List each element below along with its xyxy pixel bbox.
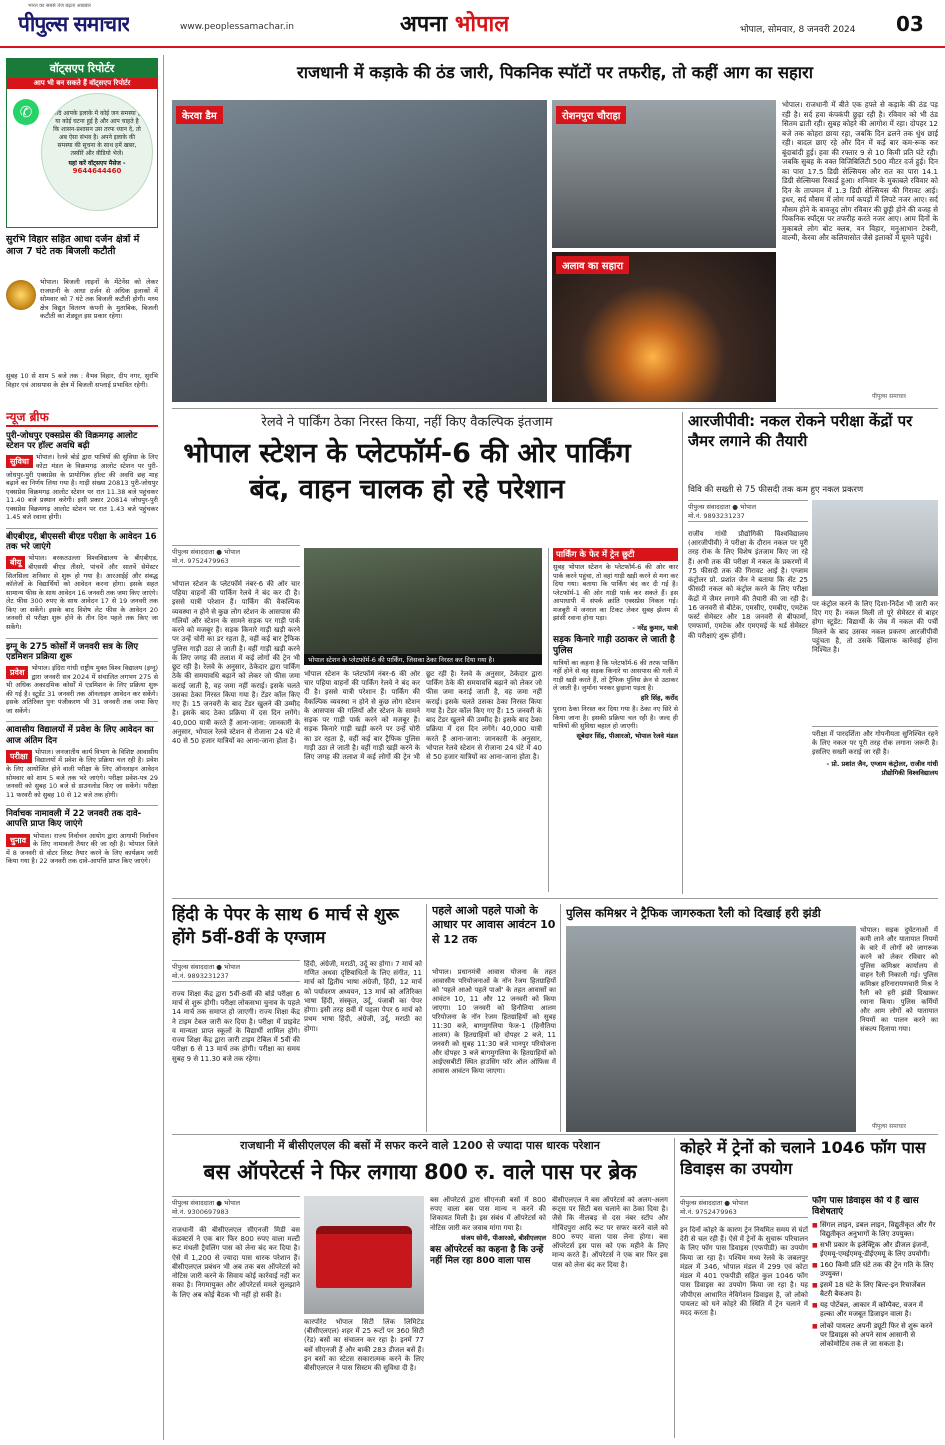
station-side-body2: यात्रियों का कहना है कि प्लेटफॉर्म-6 की तरफ पार्किंग नहीं होने से वह सड़क किनारे या आसपास की गली में गाड़ी खड़ी करते हैं, तो ट्रैफिक पुलिस क्रेन से उठाकर ले जाती है। जुर्माना भरकर छुड़ाना पड़ता है। [553,658,678,693]
hindi-byline [172,960,300,982]
section-prefix: अपना [400,12,448,37]
cold-photo-bonfire[interactable] [552,252,776,402]
hindi-byline-text: पीपुल्स संवाददाता ● भोपाल [172,963,241,971]
fog-feature-item: ■ इसमें 18 घंटे के लिए बिल्ट-इन रिचार्जेबल बैटरी बैकअप है। [812,1281,938,1299]
logo[interactable]: पीपुल्स समाचार [18,12,130,36]
bus-byline [172,1196,300,1218]
bus-side-body2: बस ऑपरेटर्स द्वारा सीएनजी बसों में 800 रुपए वाला बस पास मान्य न करने की शिकायत मिली है। इस संबंध में ऑपरेटर्स को नोटिस जारी कर जवाब मांगा गया है। [430,1196,546,1232]
rally-body: भोपाल। सड़क दुर्घटनाओं में कमी लाने और यातायात नियमों के बारे में लोगों को जागरूक करने को लेकर रविवार को पुलिस कमिश्नर कार्यालय से वाहन रैली निकाली गई। पुलिस कमिश्नर हरिनारायणचारी मिश्र ने रैली को हरी झंडी दिखाकर रवाना किया। पुलिस कर्मियों और आम लोगों को यातायात नियमों का पालन करने का संकल्प दिलाया गया। [860,926,938,1033]
station-body-cont: भोपाल स्टेशन के प्लेटफॉर्म नंबर-6 की ओर चार पहिया वाहनों की पार्किंग रेलवे ने बंद कर दी है। इससे यात्री परेशान हैं। पार्किंग की वैकल्पिक व्यवस्था न होने से कुछ लोग स्टेशन के आसपास की गलियों और स्टेशन के सामने सड़क पर गाड़ी पार्क करने को मजबूर हैं। सड़क किनारे गाड़ी खड़ी करने पर उन्हें चोरी का डर रहता है, वहीं कई बार ट्रैफिक पुलिस गाड़ी उठा ले जाती है। वहीं गाड़ी खड़ी करने के लिए जगह की तलाश में कई लोगों की ट्रेन भी छूट रही है। रेलवे के अनुसार, ठेकेदार द्वारा पार्किंग ठेके की समयावधि बढ़ाने को लेकर जो फीस जमा कराई जाती है, वह जमा नहीं कराई। इसके चलते उसका ठेका निरस्त किया गया है। टेंडर कॉल किए गए हैं। 15 जनवरी के बाद टेंडर खुलने की उम्मीद है। इसके बाद ठेका प्रक्रिया में दस दिन लगेंगे। 40,000 यात्री करते हैं आना-जाना: जानकारी के अनुसार, भोपाल रेलवे स्टेशन से रोजाना 24 घंटे में 40 से 50 हजार यात्रियों का आना-जाना होता है। [304,670,542,762]
fog-byline [680,1196,808,1218]
bus-photo[interactable] [304,1196,424,1314]
station-side-title: पार्किंग के फेर में ट्रेन छूटी [553,548,678,561]
rgpv-byline-text: पीपुल्स संवाददाता ● भोपाल [688,503,757,511]
brief-headline: निर्वाचक नामावली में 22 जनवरी तक दावे-आपत्ति प्राप्त किए जाएंगे [6,809,142,830]
bus-side-sig: संजय सोनी, पीआरओ, बीसीएलएल [461,1233,546,1242]
fog-features-list [812,1221,938,1349]
tag-roshanpura: रोशनपुरा चौराहा [556,106,626,124]
logo-tagline: भारत का सबसे तेज बढ़ता अखबार [28,3,91,9]
brief-headline: बीएबीएड, बीएससी बीएड परीक्षा के आवेदन 16 तक भरे जाएंगे [6,532,157,553]
bus-kicker: राजधानी में बीसीएलएल की बसों में सफर करने वाले 1200 से ज्यादा पास धारक परेशान [240,1139,600,1152]
rgpv-photo[interactable] [812,500,938,596]
brief-body: भोपाल। इंदिरा गांधी राष्ट्रीय मुक्त विश्व विद्यालय (इग्नू) द्वारा जनवरी सत्र 2024 में संचालित लगभग 275 से भी अधिक अकादमिक कोर्सों में एडमिशन के लिए प्रक्रिया शुरू की गई है। स्टूडेंट 31 जनवरी तक ऑनलाइन आवेदन कर सकेंगे। इसके अतिरिक्त पुनः पंजीकरण भी 31 जनवरी तक जमा किए जा सकेंगे। [6,663,158,715]
bus-body: राजधानी की बीसीएलएल सीएनजी मिडी बस कंडक्टर्स ने एक बार फिर 800 रुपए वाला मल्टी रूट मंथली ट्रैवलिंग पास को लेना बंद कर दिया है। ऐसे में 1,200 से ज्यादा पास धारक परेशान हैं। बीसीएलएल प्रबंधन भी अब तक बस ऑपरेटर्स को नोटिस जारी करने के सिवाय कोई कार्रवाई नहीं कर सका है। निगमायुक्त और ऑपरेटर्स ममले सुलझाने के लिए अब कोई बैठक भी नहीं हो सकी है। [172,1226,300,1299]
station-byline [172,545,300,567]
news-brief [6,408,158,1438]
fog-feature-item: ■ लोको पायलट अपनी ड्यूटी फिर से शुरू करने पर डिवाइस को अपने साथ आसानी से लोकोमोटिव तक ले जा सकता है। [812,1322,938,1349]
bulb-icon [6,280,36,310]
fog-features [812,1196,938,1438]
fog-byline-text: पीपुल्स संवाददाता ● भोपाल [680,1199,749,1207]
fog-feature-item: ■ 160 किमी प्रति घंटे तक की ट्रेन गति के लिए उपयुक्त। [812,1261,938,1279]
rgpv-byline [688,500,808,522]
brief-item [6,638,158,716]
bus-headline: बस ऑपरेटर्स ने फिर लगाया 800 रु. वाले पास पर ब्रेक [203,1160,637,1184]
power-cut-schedule: सुबह 10 से शाम 5 बजे तक : वैभव विहार, दीप नगर, सुरभि विहार एवं आसपास के क्षेत्र में बिजली सप्लाई प्रभावित रहेगी। [6,372,158,389]
whatsapp-phone[interactable]: 9644644460 [72,167,122,176]
fog-feature-item: ■ सभी प्रकार के इलेक्ट्रिक और डीजल इंजनों, ईएमयू-एमईएमयू-डीईएमयू के लिए उपयोगी। [812,1241,938,1259]
masthead [0,0,945,48]
brief-headline: इग्नू के 275 कोर्सों में जनवरी सत्र के लिए एडमिशन प्रक्रिया शुरू [6,641,139,662]
rgpv-quote-sig: - प्रो. प्रशांत जैन, एग्जाम कंट्रोलर, राजीव गांधी प्रौद्योगिकी विश्वविद्यालय [826,759,938,777]
station-side-body: सुबह भोपाल स्टेशन के प्लेटफॉर्म-6 की ओर कार पार्क करने पहुंचा, तो वहां गाड़ी खड़ी करने से मना कर दिया गया। बताया कि पार्किंग बंद कर दी गई है। प्लेटफॉर्म-1 की ओर गाड़ी पार्क कर सकते हैं। इस आपाधापी में संपर्क क्रांति एक्सप्रेस निकल गई। मजबूरी में जनरल का टिकट लेकर सुबह झेलम से झांसी रवाना होना पड़ा। [553,563,678,623]
station-phone: मो.नं. 9752479963 [172,557,229,565]
site-url[interactable]: www.peoplessamachar.in [180,22,294,32]
cold-body: भोपाल। राजधानी में बीते एक हफ्ते से कड़ाके की ठंड पड़ रही है। सर्द हवा कंपकंपी छुड़ा रही है। रविवार को भी ठंड सितम ढाती रही। सुबह कोहरे की आगोश में रहा। दोपहर 12 बजे तक कोहरा छाया रहा, जबकि दिन ढलने तक धुंध छाई रही। बादल छाए रहे और दिन में कई बार कम-रूक कर बूंदाबांदी हुई। हवा की रफ्तार 9 से 10 किमी प्रति घंटे रही। जबकि सुबह के वक्त विजिबिलिटी 500 मीटर दर्ज हुई। दिन का पारा 17.5 डिग्री सेल्सियस और रात का पारा 14.1 डिग्री सेल्सियस रिकार्ड हुआ। शनिवार के मुकाबले रविवार को दिन के तापमान में 1.3 डिग्री सेल्सियस की गिरावट आई। इधर, सर्द मौसम में लोग गर्म कपड़ों में लिपटे नजर आए। सर्द मौसम होने के बावजूद लोग रविवार की छुट्टी होने की वजह से पिकनिक स्पॉट्स पर तफरीह करते नजर आए। आम दिनों के मुकाबले लोग बोट क्लब, वन विहार, मनुआभान टेकरी, वाल्मी, केरवा और कलियासोत जैसे इलाकों में घूमने पहुंचे। [782,100,938,242]
station-side-sig2: हरि सिंह, करोंद [640,693,678,702]
bus-shape [316,1226,412,1288]
hindi-body2: हिंदी, अंग्रेजी, मराठी, उर्दू का होगा। 7 मार्च को गणित अथवा दृष्टिबाधितों के लिए संगीत, 11 मार्च को द्वितीय भाषा अंग्रेजी, हिंदी, 12 मार्च को पर्यावरण अध्ययन, 13 मार्च को अतिरिक्त भाषा हिंदी, संस्कृत, उर्दू, पंजाबी का पेपर होगा। इसी तरह 8वीं में पहला पेपर 6 मार्च को प्रथम भाषा हिंदी, अंग्रेजी, उर्दू, मराठी का होगा। [304,960,422,1033]
station-side-title2: सड़क किनारे गाड़ी उठाकर ले जाती है पुलिस [553,635,675,656]
whatsapp-body: यदि आपके इलाके में कोई जन समस्या है या कोई घटना हुई है और आप चाहते है कि शासन-प्रशासन उस तरफ ध्यान दे, तो अब ऐसा संभव है। अपने इलाके की समस्या की सूचना के साथ हमें खबर, तस्वीरें और वीडियो भेजें। [53,110,141,157]
tag-bonfire: अलाव का सहारा [556,256,629,274]
pmay-headline: पहले आओ पहले पाओ के आधार पर आवास आवंटन 10 से 12 तक [432,904,556,946]
brief-body: भोपाल। रेलवे बोर्ड द्वारा यात्रियों की सुविधा के लिए कोटा मंडल के विक्रमगढ़ आलोट स्टेशन पर पुरी-जोधपुर-पुरी एक्सप्रेस के प्रायोगिक हॉल्ट की अवधि छह माह बढ़ाने का निर्णय लिया गया है। गाड़ी संख्या 20813 पुरी-जोधपुर एक्सप्रेस विक्रमगढ़ आलोट स्टेशन पर रात 11.38 बजे पहुंचकर 11.40 बजे प्रस्थान करेगी। इसी प्रकार 20814 जोधपुर-पुरी एक्सप्रेस विक्रमगढ़ आलोट स्टेशन पर रात 1.43 बजे पहुंचकर 1.45 बजे रवाना होगी। [6,453,158,522]
rgpv-deck: विवि की सख्ती से 75 फीसदी तक कम हुए नकल प्रकरण [688,485,864,495]
rally-headline: पुलिस कमिश्नर ने ट्रैफिक जागरुकता रैली को दिखाई हरी झंडी [566,906,821,920]
hindi-body: राज्य शिक्षा केंद्र द्वारा 5वीं-8वीं की बोर्ड परीक्षा 6 मार्च से शुरू होगी। परीक्षा लोकसभा चुनाव के पहले 14 मार्च तक समाप्त हो जाएगी। राज्य शिक्षा केंद्र ने टाइम टेबल जारी कर दिया है। परीक्षा में प्राइवेट व मान्यता प्राप्त स्कूलों के विद्यार्थी शामिल होंगे। राज्य शिक्षा केंद्र द्वारा जारी टाइम टेबिल में 5वीं की परीक्षा 6 से 13 मार्च तक होगी। परीक्षा का समय सुबह 9 से 11.30 बजे तक रहेगा। [172,990,300,1063]
station-body-col1 [172,580,300,894]
brief-body: भोपाल। राज्य निर्वाचन आयोग द्वारा आगामी निर्वाचन के लिए नामावली तैयार की जा रही है। भोपाल जिले में 8 जनवरी से वोटर लिस्ट तैयार करने के लिए कार्यक्रम जारी किया गया है। 22 जनवरी तक दावे-आपत्ति प्राप्त किए जाएंगे। [6,831,158,866]
rgpv-headline: आरजीपीवी: नकल रोकने परीक्षा केंद्रों पर जैमर लगाने की तैयारी [688,412,913,450]
rgpv-phone: मो.नं. 9893231237 [688,512,745,520]
cold-photo-chowk[interactable] [552,100,776,248]
bus-side-body: बीसीएलएल ने बस ऑपरेटर्स को अलग-अलग रूट्स पर सिटी बस चलाने का ठेका दिया है। जैसे कि नीलबड़ से दस नंबर स्टॉप और गोविंदपुरा आदि रूट पर सफर करने वाले को 800 रुपए वाला पास लेना होगा। बस ऑपरेटर्स इस पास को एक महीने के लिए मान्य करते हैं। ऑपरेटर्स ने एक बार फिर इस पास को लेना बंद कर दिया है। [552,1196,668,1269]
rgpv-quote [812,726,938,894]
brief-tag: परीक्षा [6,750,32,763]
brief-item [6,528,158,632]
pmay-body: भोपाल। प्रधानमंत्री आवास योजना के तहत आवासीय परियोजनाओं के नॉन रेजम हितग्राहियों को 'पहले आओ पहले पाओ' के तहत आवासों का आवंटन 10, 11 और 12 जनवरी को किया जाएगा। 10 जनवरी को हिनौतिया आलम परियोजना के नॉन रेजम हितग्राहियों को सुबह 11:30 बजे, बागमुगलिया फेज-1 (हिनौतिया आलम) के हितग्राहियों को दोपहर 2 बजे, 11 जनवरी को सुबह 11:30 बजे भानपुर परियोजना और दोपहर 3 बजे बागमुगलिया के हितग्राहियों को आईएसबीटी स्थित हाउसिंग फॉर ऑल ऑफिस में आवास आवंटन किया जाएगा। [432,968,556,1075]
fog-features-title: फॉग पास डिवाइस की ये हैं खास विशेषताएं [812,1196,919,1217]
hindi-phone: मो.नं. 9893231237 [172,972,229,980]
whatsapp-subtitle: आप भी बन सकते हैं वॉट्सएप रिपोर्टर [7,78,157,89]
station-byline-text: पीपुल्स संवाददाता ● भोपाल [172,548,241,556]
bus-phone: मो.नं. 9300697983 [172,1208,229,1216]
brief-body: भोपाल। जनजातीय कार्य विभाग के विशिष्ट आवासीय विद्यालयों में प्रवेश के लिए प्रक्रिया चल रही है। प्रवेश के लिए आयोजित होने वाली परीक्षा के लिए ऑनलाइन आवेदन सोमवार को शाम 5 बजे तक भरे जाएंगे। परीक्षा प्रवेश-पत्र 29 जनवरी को सुबह 10 बजे से डाउनलोड किए जा सकेंगे। परीक्षा 11 फरवरी को सुबह 10 से 12 बजे तक होगी। [6,747,158,799]
hindi-headline: हिंदी के पेपर के साथ 6 मार्च से शुरू होंगे 5वीं-8वीं के एग्जाम [172,905,399,948]
whatsapp-title: वॉट्सएप रिपोर्टर [7,59,157,78]
section-title [400,8,509,38]
station-photo[interactable] [304,548,542,665]
rally-credit: पीपुल्स समाचार [872,1123,907,1130]
dateline: भोपाल, सोमवार, 8 जनवरी 2024 [740,25,856,35]
whatsapp-line1: यहां करें वॉट्सएप मैसेज - [68,160,126,168]
tag-kerwa-dam: केरवा डैम [176,106,223,124]
power-cut-story [6,234,158,402]
whatsapp-box [6,58,158,228]
fog-body: इन दिनों कोहरे के कारण ट्रेन नियमित समय से घंटों देरी से चल रही हैं। ऐसे में ट्रेनों के सुचारू परिचालन के लिए फॉग पास डिवाइस (एफपीडी) का उपयोग किया जा रहा है। पश्चिम मध्य रेलवे के जबलपुर मंडल में 346, भोपाल मंडल में 299 एवं कोटा मंडल में 401 एफपीडी सहित कुल 1046 फॉग पास डिवाइस का उपयोग किया जा रहा है। यह जीपीएस आधारित नेविगेशन डिवाइस है, जो लोको पायलट को घने कोहरे की स्थिति में ट्रेन चलाने में मदद करता है। [680,1226,808,1318]
fog-headline: कोहरे में ट्रेनों को चलाने 1046 फॉग पास डिवाइस का उपयोग [680,1138,926,1178]
station-headline: भोपाल स्टेशन के प्लेटफॉर्म-6 की ओर पार्किंग बंद, वाहन चालक हो रहे परेशान [183,438,631,506]
station-side-sig3: सूबेदार सिंह, पीआरओ, भोपाल रेलवे मंडल [576,731,678,740]
station-kicker: रेलवे ने पार्किंग ठेका निरस्त किया, नहीं किए वैकल्पिक इंतजाम [261,415,553,430]
whatsapp-bubble [41,93,153,211]
brief-item [6,805,158,866]
power-cut-headline: सुरभि विहार सहित आधा दर्जन क्षेत्रों में आज 7 घंटे तक बिजली कटौती [6,234,140,257]
bus-body2: कारपोरेट भोपाल सिटी लिंक लिमिटेड (बीसीएलएल) शहर में 25 रूटों पर 360 सिटी (रेड) बसों का संचालन कर रहा है। इनमें 77 बसें सीएनजी हैं और बाकी 283 डीजल बसें हैं। इन बसों का स्टेटस सकारात्मक करने के लिए बीसीएलएल ने पास सिस्टम की सुविधा दी है। [304,1318,424,1373]
rgpv-body2: पर कंट्रोल करने के लिए दिशा-निर्देश भी जारी कर दिए गए हैं। नकल मिली तो पूरे सेमेस्टर से बाहर होगा स्टूडेंट: विद्यार्थी के जेब में नकल की पर्ची मिलने के बाद उसका नकल प्रकरण आरजीपीवी पहुंचता है, तो उसके खिलाफ कार्रवाई होना निश्चित है। [812,600,938,655]
fog-phone: मो.नं. 9752479963 [680,1208,737,1216]
brief-tag: बीयू [6,556,25,569]
news-brief-title: न्यूज ब्रीफ [6,408,158,427]
station-body-col2 [304,670,542,894]
fog-feature-item: ■ सिंगल लाइन, डबल लाइन, विद्युतीकृत और गैर विद्युतीकृत अनुभागों के लिए उपयुक्त। [812,1221,938,1239]
cold-banner: राजधानी में कड़ाके की ठंड जारी, पिकनिक स्पॉटों पर तफरीह, तो कहीं आग का सहारा [296,63,814,82]
brief-tag: प्रवेश [6,666,28,679]
power-cut-body: भोपाल। बिजली लाइनों के मेंटेनेंस को लेकर राजधानी के आधा दर्जन से अधिक इलाकों में सोमवार को 7 घंटे तक बिजली कटौती होगी। मध्य क्षेत्र विद्युत वितरण कंपनी के मुताबिक, बिजली कटौती का शेड्यूल इस प्रकार रहेगा। [40,278,158,321]
bus-side-title: बस ऑपरेटर्स का कहना है कि उन्हें नहीं मिल रहा 800 वाला पास [430,1244,544,1266]
station-side-body3: पुराना ठेका निरस्त कर दिया गया है। ठेका नए सिरे से किया जाना है। इसकी प्रक्रिया चल रही है। जल्द ही यात्रियों की सुविधा बहाल हो जाएगी। [553,704,678,731]
brief-tag: चुनाव [6,834,30,847]
rgpv-quote-text: परीक्षा में पारदर्शिता और गोपनीयता सुनिश्चित रहने के लिए नकल पर पूरी तरह रोक लगाना जरूरी है। इसलिए सख्ती कराई जा रही है। [812,730,938,756]
station-body: भोपाल स्टेशन के प्लेटफॉर्म नंबर-6 की ओर चार पहिया वाहनों की पार्किंग रेलवे ने बंद कर दी है। इससे यात्री परेशान हैं। पार्किंग की वैकल्पिक व्यवस्था न होने से कुछ लोग स्टेशन के आसपास की गलियों और स्टेशन के सामने सड़क पर गाड़ी पार्क करने को मजबूर हैं। सड़क किनारे गाड़ी खड़ी करने पर उन्हें चोरी का डर रहता है, वहीं कई बार ट्रैफिक पुलिस गाड़ी उठा ले जाती है। वहीं गाड़ी खड़ी करने के लिए जगह की तलाश में कई लोगों की ट्रेन भी छूट रही है। रेलवे के अनुसार, ठेकेदार द्वारा पार्किंग ठेके की समयावधि बढ़ाने को लेकर जो फीस जमा कराई जाती है, वह जमा नहीं कराई। इसके चलते उसका ठेका निरस्त किया गया है। टेंडर कॉल किए गए हैं। 15 जनवरी के बाद टेंडर खुलने की उम्मीद है। इसके बाद ठेका प्रक्रिया में दस दिन लगेंगे। 40,000 यात्री करते हैं आना-जाना: जानकारी के अनुसार, भोपाल रेलवे स्टेशन से रोजाना 24 घंटे में 40 से 50 हजार यात्रियों का आना-जाना होता है। [172,580,300,745]
whatsapp-icon: ✆ [13,99,39,125]
brief-tag: सुविधा [6,455,33,468]
cold-credit: पीपुल्स समाचार [872,393,907,400]
brief-body: भोपाल। बरकतउल्ला विश्वविद्यालय के बीएबीएड, बीएससी बीएड तीसरे, पांचवें और सातवें सेमेस्टर सिलसिला शनिवार से शुरू हो गया है। आरआईई और संबद्ध कॉलेजों के विद्यार्थियों को आवेदन करना होगा। इसके सहत सामान्य फीस के साथ आवेदन 16 जनवरी तक जमा किए जाएंगे। लेट फीस 300 रुपए के साथ आवेदन 17 से 19 जनवरी तक किए जा सकेंगे। इसके बाद विशेष लेट फीस के आवेदन 20 जनवरी से परीक्षा शुरू होने के तीन दिन पहले तक किए जा सकेंगे। [6,554,158,631]
station-caption: भोपाल स्टेशन के प्लेटफॉर्म-6 की पार्किंग, जिसका ठेका निरस्त कर दिया गया है। [304,654,542,665]
fog-feature-item: ■ यह पोर्टेबल, आकार में कॉम्पैक्ट, वजन में हल्का और मजबूत डिजाइन वाला है। [812,1301,938,1319]
brief-item [6,431,158,522]
cold-photo-dam[interactable] [172,100,547,402]
bus-sidebar [430,1196,668,1438]
station-sidebar [548,548,678,892]
bus-byline-text: पीपुल्स संवाददाता ● भोपाल [172,1199,241,1207]
page-number: 03 [896,12,924,36]
brief-item [6,721,158,799]
brief-headline: आवासीय विद्यालयों में प्रवेश के लिए आवेदन का आज अंतिम दिन [6,725,154,746]
rgpv-body: राजीव गांधी प्रौद्योगिकी विश्वविद्यालय (आरजीपीवी) ने परीक्षा के दौरान नकल पर पूरी तरह रोक के लिए विशेष इंतजाम किए जा रहे हैं। अभी तक की परीक्षा में नकल के प्रकरणों में 75 फीसदी तक की गिरावट आई है। एग्जाम कंट्रोलर प्रो. प्रशांत जैन ने बताया कि सेंट 25 फीसदी नकल को कंट्रोल करने के लिए परीक्षा केंद्रों में जैमर लगाने की तैयारी की जा रही है। 16 जनवरी से बीटेक, एमसीए, एमबीए, एमटेक फर्स्ट सेमेस्टर और 18 जनवरी से बीफार्मा, एमफार्मा, एमटेक और एमएमई के थर्ड सेमेस्टर की परीक्षाएं शुरू होंगी। [688,530,808,640]
station-side-sig1: - नरेंद्र कुमार, यात्री [632,624,678,633]
section-name: भोपाल [454,12,510,37]
brief-headline: पुरी-जोधपुर एक्सप्रेस की विक्रमगढ़ आलोट स्टेशन पर हॉल्ट अवधि बढ़ी [6,431,138,452]
rally-photo[interactable] [566,926,856,1132]
